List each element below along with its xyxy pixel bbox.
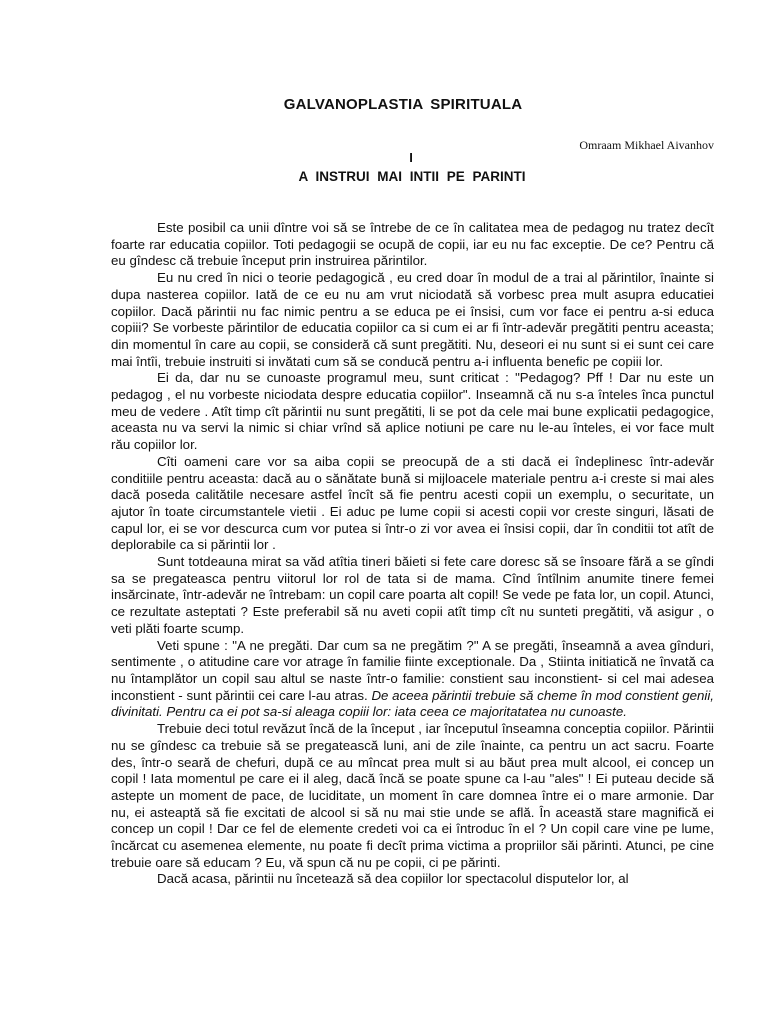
paragraph-7: Trebuie deci totul revăzut încă de la început , iar începutul înseamna conceptia copiilor. Părintii nu se gîndesc ca trebuie să se pregatească luni, ani de zile înainte, ca pentru un act sacru. Foarte des, într-o seară de chefuri, după ce au mîncat prea mult si au băut prea mult alcool, ei concep un copil ! Iata momentul pe care ei il aleg, dacă încă se poate spune ca l-au "ales" ! Ei puteau decide să astepte un moment de pace, de luciditate, un moment în care domnea între ei o mare armonie. Dar nu, ei asteaptă să fie excitati de alcool si să nu mai stie unde se află. În această stare magnifică ei concep un copil ! Dar ce fel de elemente credeti voi ca ei întroduc în el ? Un copil care vine pe lume, încărcat cu asemenea elemente, nu poate fi decît prima victima a propriilor săi părinti. Atunci, pe cine trebuie oare să educam ? Eu, vă spun că nu pe copii, ci pe părinti. <box>111 721 714 870</box>
paragraph-8: Dacă acasa, părintii nu încetează să dea copiilor lor spectacolul disputelor lor, al <box>157 871 629 887</box>
document-title: GALVANOPLASTIA SPIRITUALA <box>283 96 523 113</box>
paragraph-3: Ei da, dar nu se cunoaste programul meu, sunt criticat : "Pedagog? Pff ! Dar nu este un pedagog , el nu vorbeste niciodata despre educatia copiilor". Inseamnă că nu s-a înteles înca punctul meu de vedere . Atît timp cît părintii nu sunt pregătiti, li se pot da cele mai bune explicatii pedagogice, aceasta nu va servi la nimic si chiar vrînd să aplice notiuni pe care nu le-au înteles, ei vor face mult rău copiilor lor. <box>111 370 714 453</box>
chapter-number: I <box>409 150 413 165</box>
paragraph-2: Eu nu cred în nici o teorie pedagogică , eu cred doar în modul de a trai al părintilor, înainte si dupa nasterea copiilor. Iată de ce eu nu am vrut niciodată să vorbesc prea mult asupra educatiei copiilor. Dacă părintii nu fac nimic pentru a se educa pe ei însisi, cum vor face ei pentru a-si educa copiii? Se vorbeste părintilor de educatia copiilor ca si cum ei ar fi într-adevăr pregătiti pentru aceasta; din momentul în care au copii, se consideră că sunt pregătiti. Nu, deseori ei nu sunt si ei sunt cei care mai întîi, trebuie instruiti si invătati cum să se conducă pentru a-i influenta benefic pe copiii lor. <box>111 270 714 369</box>
paragraph-5: Sunt totdeauna mirat sa văd atîtia tineri băieti si fete care doresc să se însoare fără a se gîndi sa se pregateasca pentru viitorul lor rol de tata si de mama. Cînd întîlnim anumite tinere femei insărcinate, într-adevăr ne întrebam: un copil care poarta alt copil! Se vede pe fata lor, un copil. Atunci, ce rezultate asteptati ? Este preferabil să nu aveti copii atît timp cît nu sunteti pregătiti, vă asigur , o veti plăti foarte scump. <box>111 554 714 636</box>
paragraph-4: Cîti oameni care vor sa aiba copii se preocupă de a sti dacă ei îndeplinesc într-adevăr conditiile pentru aceasta: dacă au o sănătate bună si mijloacele materiale pentru a-i creste si mai ales dacă poseda calitătile necesare astfel încît să fie pentru acesti copii un exemplu, o securitate, un ajutor în toate circumstantele vietii . Ei aduc pe lume copii si acesti copii vor creste singuri, lăsati de capul lor, ei se vor descurca cum vor putea si într-o zi vor avea ei însisi copii, dar în conditii tot atît de deplorabile ca si părintii lor . <box>111 453 714 553</box>
paragraph-6 <box>111 638 714 722</box>
document-body <box>111 220 714 888</box>
paragraph-1: Este posibil ca unii dîntre voi să se întrebe de ce în calitatea mea de pedagog nu tratez decît foarte rar educatia copiilor. Toti pedagogii se ocupă de copii, iar eu nu fac exceptie. De ce? Pentru că eu gîndesc că trebuie început prin instruirea părintilor. <box>111 220 714 269</box>
paragraph-6-italic: De aceea părintii trebuie să cheme în mod constient genii, divinitati. Pentru ca ei pot sa-si aleaga copiii lor: iata ceea ce majoritatatea nu cunoaste. <box>111 687 714 720</box>
chapter-title: A INSTRUI MAI INTII PE PARINTI <box>298 169 526 184</box>
author-name: Omraam Mikhael Aivanhov <box>579 138 714 152</box>
paragraph-6-text: Veti spune : "A ne pregăti. Dar cum sa ne pregătim ?" A se pregăti, înseamnă a avea gînduri, sentimente , o atitudine care vor atrage în familie fiinte exceptionale. Da , Stiinta initiatică ne învată ca nu întamplător un copil sau altul se naste într-o familie: constient sau inconstient- si cel mai adesea inconstient - sunt părintii cei care l-au atras. <box>111 637 714 703</box>
